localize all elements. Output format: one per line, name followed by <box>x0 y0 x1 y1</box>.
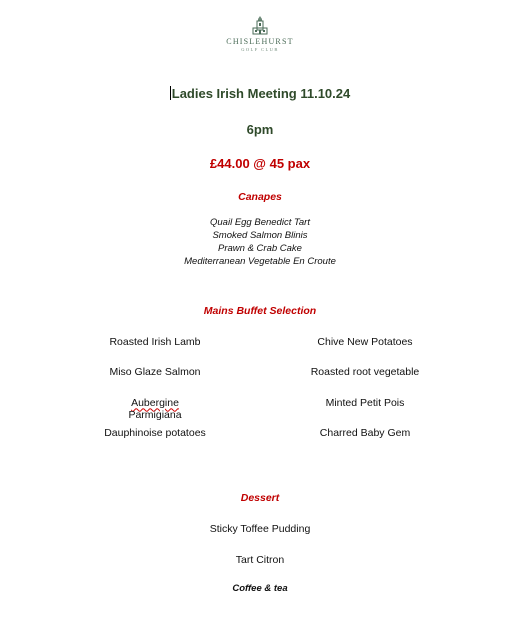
event-price: £44.00 @ 45 pax <box>209 156 311 171</box>
canapes-list <box>0 216 520 268</box>
canape-item: Prawn & Crab Cake <box>218 243 302 254</box>
canapes-heading: Canapes <box>238 191 282 203</box>
coffee-line: Coffee & tea <box>232 583 288 594</box>
mains-row <box>60 427 460 457</box>
dessert-heading: Dessert <box>240 492 280 504</box>
event-title[interactable] <box>0 86 520 101</box>
canape-item: Quail Egg Benedict Tart <box>210 217 310 228</box>
mains-item-left: Roasted Irish Lamb <box>109 336 201 348</box>
mains-row <box>60 366 460 396</box>
mains-row <box>60 397 460 427</box>
mains-item-left <box>60 397 250 427</box>
mains-item-left-rest: Parmigiana <box>128 408 182 421</box>
club-logo <box>0 16 520 52</box>
event-time: 6pm <box>246 122 274 137</box>
logo-club-name: CHISLEHURST <box>226 37 294 46</box>
spellcheck-underlined-word[interactable]: Aubergine <box>131 396 179 409</box>
event-title-text: Ladies Irish Meeting 11.10.24 <box>171 86 351 101</box>
mains-item-left: Dauphinoise potatoes <box>104 426 206 439</box>
mains-item-right: Chive New Potatoes <box>317 336 413 348</box>
dessert-item: Sticky Toffee Pudding <box>209 523 311 535</box>
clubhouse-tower-icon <box>252 16 268 36</box>
logo-club-subtitle: GOLF CLUB <box>241 47 279 52</box>
canape-item: Smoked Salmon Blinis <box>212 230 308 241</box>
dessert-item: Tart Citron <box>235 554 285 566</box>
mains-item-right: Minted Petit Pois <box>325 396 405 409</box>
mains-heading: Mains Buffet Selection <box>203 305 317 317</box>
text-cursor <box>170 86 171 100</box>
mains-item-right: Roasted root vegetable <box>310 366 420 379</box>
mains-grid <box>60 336 460 457</box>
mains-item-left: Miso Glaze Salmon <box>109 366 201 379</box>
canape-item: Mediterranean Vegetable En Croute <box>184 256 336 267</box>
mains-item-right: Charred Baby Gem <box>319 426 411 439</box>
mains-row <box>60 336 460 366</box>
